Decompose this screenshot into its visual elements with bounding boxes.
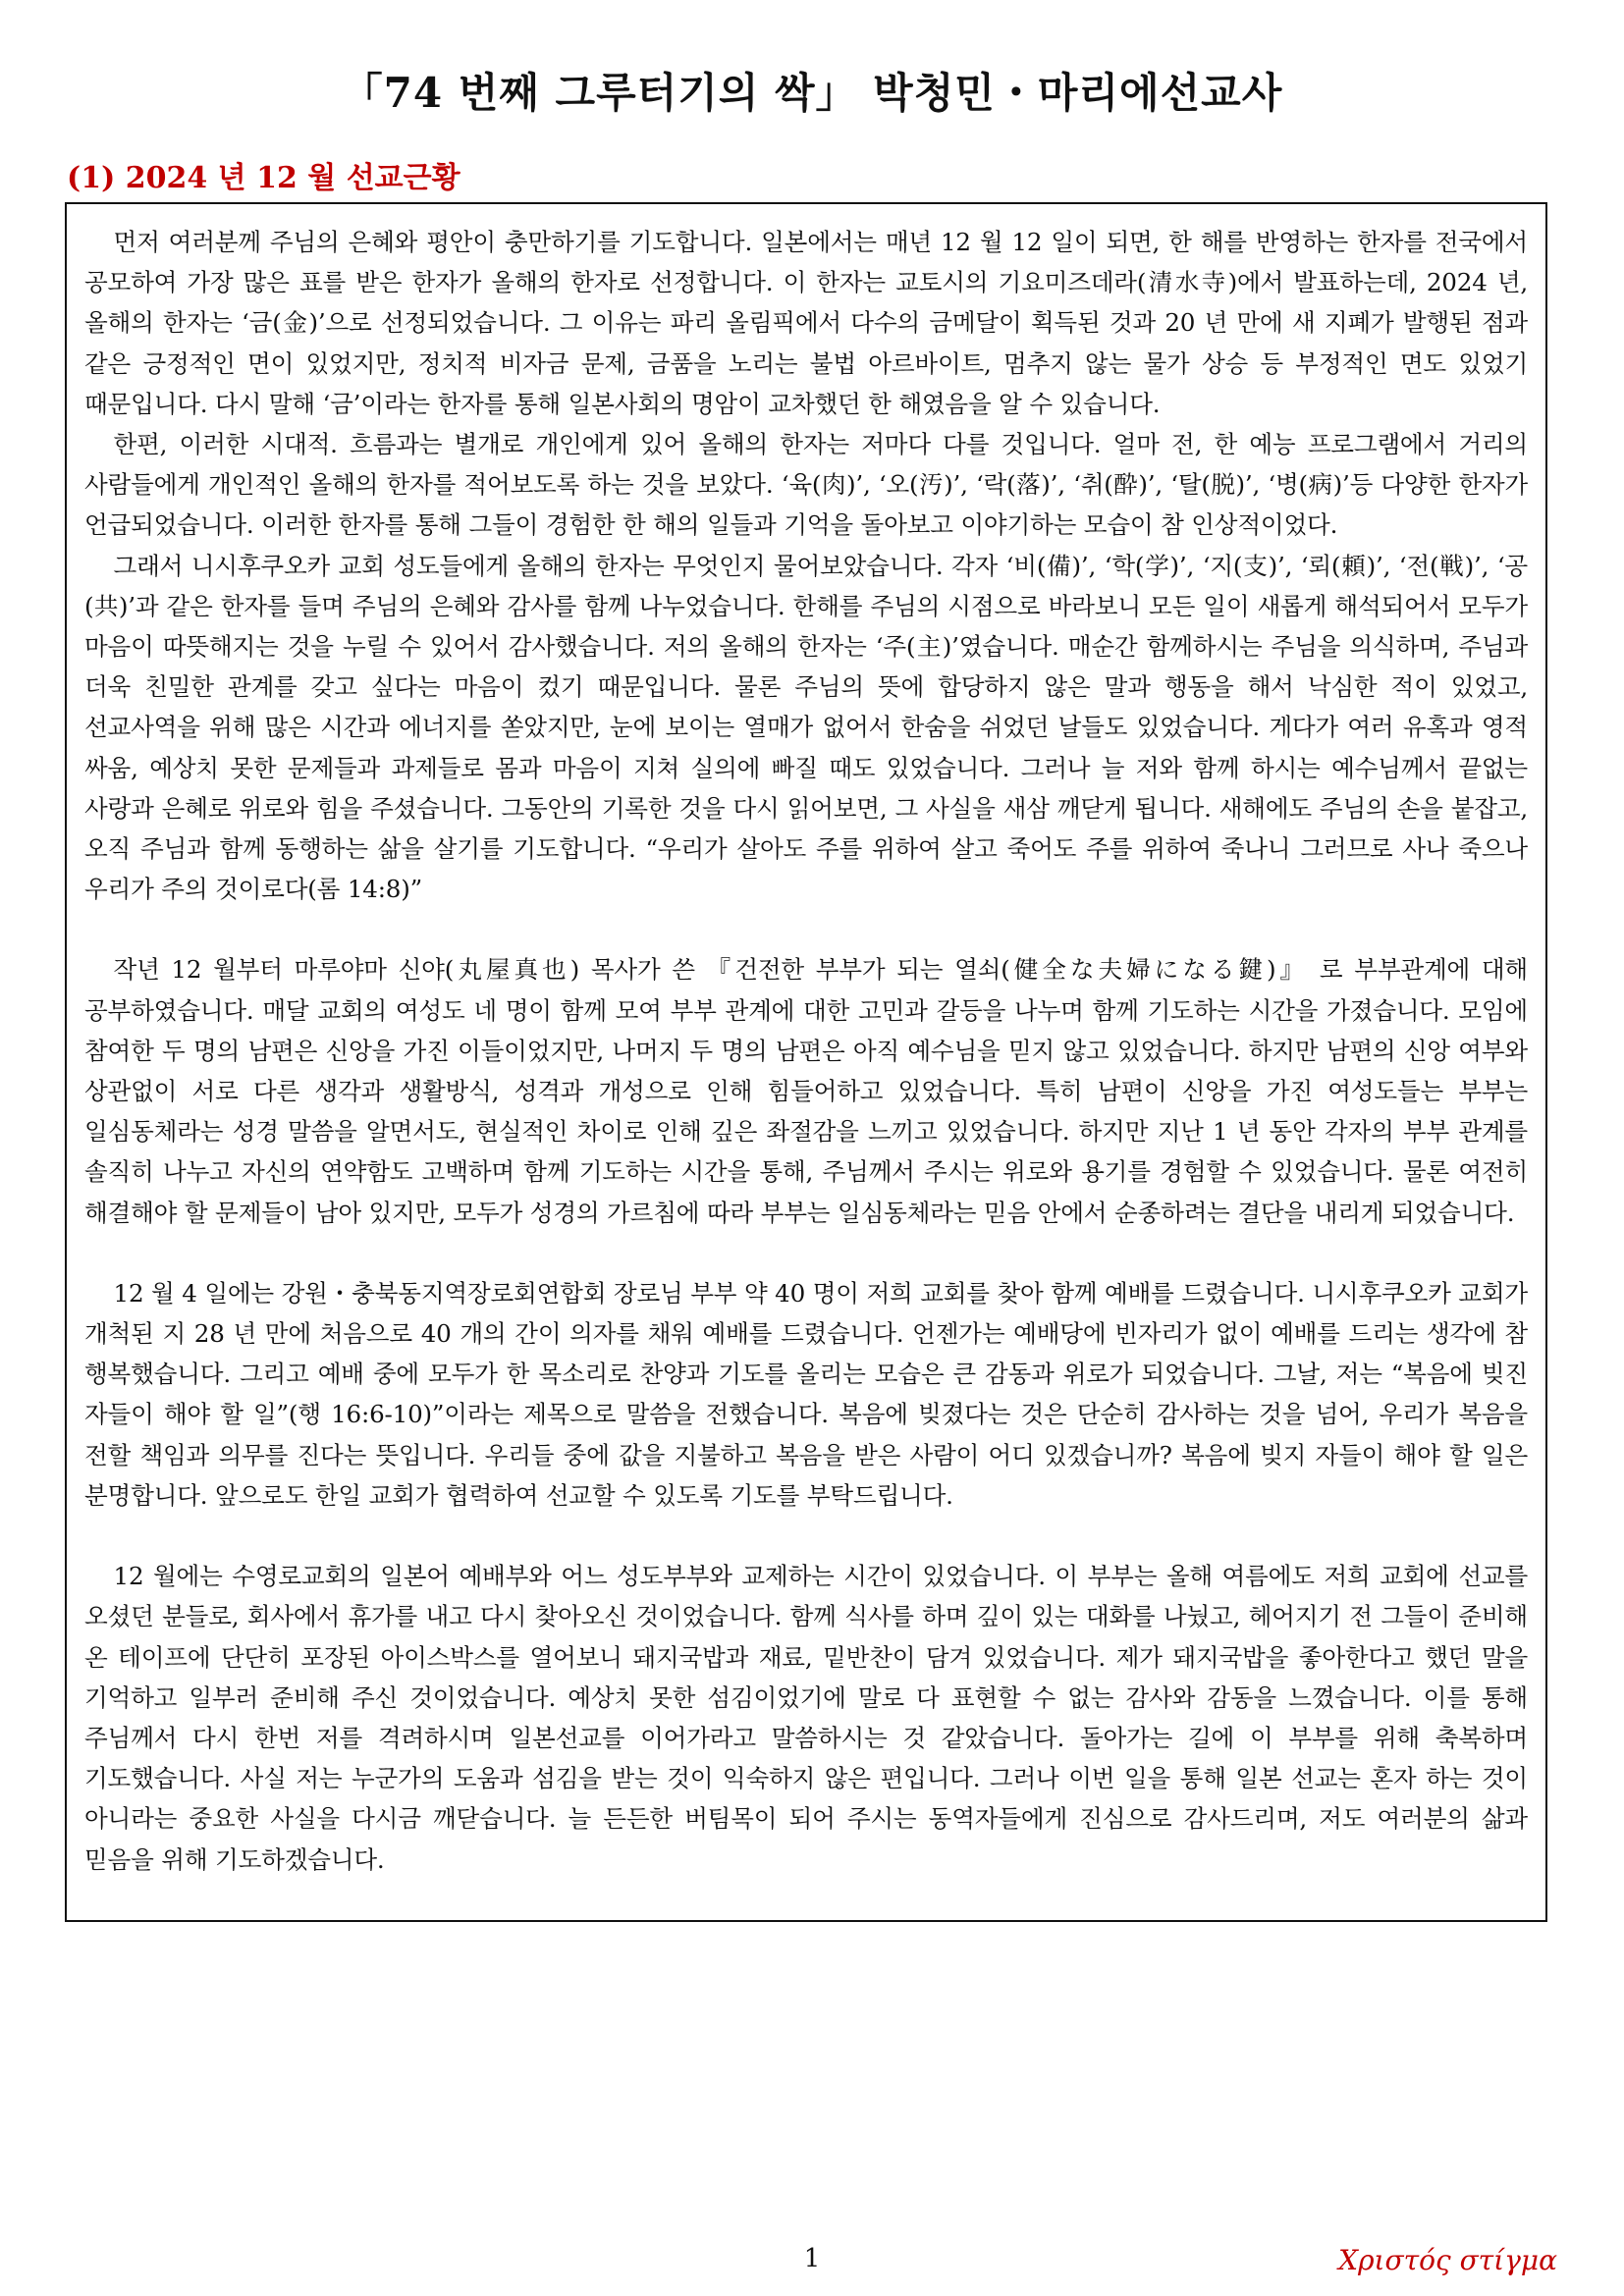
paragraph-4: 작년 12 월부터 마루야마 신야(丸屋真也) 목사가 쓴 『건전한 부부가 되는 열쇠(健全な夫婦になる鍵)』 로 부부관계에 대해 공부하였습니다. 매달 교회의 여성도 네 명이 함께 모여 부부 관계에 대한 고민과 갈등을 나누며 함께 기도하는 시간을 가졌습니다. 모임에 참여한 두 명의 남편은 신앙을 가진 이들이었지만, 나머지 두 명의 남편은 아직 예수님을 믿지 않고 있었습니다. 하지만 남편의 신앙 여부와 상관없이 서로 다른 생각과 생활방식, 성격과 개성으로 인해 힘들어하고 있었습니다. 특히 남편이 신앙을 가진 여성도들는 부부는 일심동체라는 성경 말씀을 알면서도, 현실적인 차이로 인해 깊은 좌절감을 느끼고 있었습니다. 하지만 지난 1 년 동안 각자의 부부 관계를 솔직히 나누고 자신의 연약함도 고백하며 함께 기도하는 시간을 통해, 주님께서 주시는 위로와 용기를 경험할 수 있었습니다. 물론 여전히 해결해야 할 문제들이 남아 있지만, 모두가 성경의 가르침에 따라 부부는 일심동체라는 믿음 안에서 순종하려는 결단을 내리게 되었습니다. bbox=[84, 955, 1528, 1227]
paragraph-5: 12 월 4 일에는 강원・충북동지역장로회연합회 장로님 부부 약 40 명이 저희 교회를 찾아 함께 예배를 드렸습니다. 니시후쿠오카 교회가 개척된 지 28 년 만에 처음으로 40 개의 간이 의자를 채워 예배를 드렸습니다. 언젠가는 예배당에 빈자리가 없이 예배를 드리는 생각에 참 행복했습니다. 그리고 예배 중에 모두가 한 목소리로 찬양과 기도를 올리는 모습은 큰 감동과 위로가 되었습니다. 그날, 저는 “복음에 빚진 자들이 해야 할 일”(행 16:6-10)”이라는 제목으로 말씀을 전했습니다. 복음에 빚졌다는 것은 단순히 감사하는 것을 넘어, 우리가 복음을 전할 책임과 의무를 진다는 뜻입니다. 우리들 중에 값을 지불하고 복음을 받은 사람이 어디 있겠습니까? 복음에 빚지 자들이 해야 할 일은 분명합니다. 앞으로도 한일 교회가 협력하여 선교할 수 있도록 기도를 부탁드립니다. bbox=[84, 1278, 1528, 1510]
content-box bbox=[65, 202, 1547, 1922]
paragraph-spacer bbox=[84, 1233, 1528, 1273]
paragraph-spacer bbox=[84, 1516, 1528, 1556]
paragraph-spacer bbox=[84, 909, 1528, 949]
paragraph-2: 한편, 이러한 시대적. 흐름과는 별개로 개인에게 있어 올해의 한자는 저마다 다를 것입니다. 얼마 전, 한 예능 프로그램에서 거리의 사람들에게 개인적인 올해의 한자를 적어보도록 하는 것을 보았다. ‘육(肉)’, ‘오(汚)’, ‘락(落)’, ‘취(酔)’, ‘탈(脱)’, ‘병(病)’등 다양한 한자가 언급되었습니다. 이러한 한자를 통해 그들이 경험한 한 해의 일들과 기억을 돌아보고 이야기하는 모습이 참 인상적이었다. bbox=[84, 430, 1528, 540]
paragraph-6: 12 월에는 수영로교회의 일본어 예배부와 어느 성도부부와 교제하는 시간이 있었습니다. 이 부부는 올해 여름에도 저희 교회에 선교를 오셨던 분들로, 회사에서 휴가를 내고 다시 찾아오신 것이었습니다. 함께 식사를 하며 깊이 있는 대화를 나눴고, 헤어지기 전 그들이 준비해 온 테이프에 단단히 포장된 아이스박스를 열어보니 돼지국밥과 재료, 밑반찬이 담겨 있었습니다. 제가 돼지국밥을 좋아한다고 했던 말을 기억하고 일부러 준비해 주신 것이었습니다. 예상치 못한 섬김이었기에 말로 다 표현할 수 없는 감사와 감동을 느꼈습니다. 이를 통해 주님께서 다시 한번 저를 격려하시며 일본선교를 이어가라고 말씀하시는 것 같았습니다. 돌아가는 길에 이 부부를 위해 축복하며 기도했습니다. 사실 저는 누군가의 도움과 섬김을 받는 것이 익숙하지 않은 편입니다. 그러나 이번 일을 통해 일본 선교는 혼자 하는 것이 아니라는 중요한 사실을 다시금 깨닫습니다. 늘 든든한 버팀목이 되어 주시는 동역자들에게 진심으로 감사드리며, 저도 여러분의 삶과 믿음을 위해 기도하겠습니다. bbox=[84, 1562, 1528, 1874]
page-number: 1 bbox=[803, 2244, 821, 2273]
footer-signature: Χριστός στίγμα bbox=[1338, 2244, 1557, 2276]
paragraph-1: 먼저 여러분께 주님의 은혜와 평안이 충만하기를 기도합니다. 일본에서는 매년 12 월 12 일이 되면, 한 해를 반영하는 한자를 전국에서 공모하여 가장 많은 표를 받은 한자가 올해의 한자로 선정합니다. 이 한자는 교토시의 기요미즈데라(清水寺)에서 발표하는데, 2024 년, 올해의 한자는 ‘금(金)’으로 선정되었습니다. 그 이유는 파리 올림픽에서 다수의 금메달이 획득된 것과 20 년 만에 새 지폐가 발행된 점과 같은 긍정적인 면이 있었지만, 정치적 비자금 문제, 금품을 노리는 불법 아르바이트, 멈추지 않는 물가 상승 등 부정적인 면도 있었기 때문입니다. 다시 말해 ‘금’이라는 한자를 통해 일본사회의 명암이 교차했던 한 해였음을 알 수 있습니다. bbox=[84, 228, 1528, 418]
paragraph-3: 그래서 니시후쿠오카 교회 성도들에게 올해의 한자는 무엇인지 물어보았습니다. 각자 ‘비(備)’, ‘학(学)’, ‘지(支)’, ‘뢰(頼)’, ‘전(戦)’, ‘공(共)’과 같은 한자를 들며 주님의 은혜와 감사를 함께 나누었습니다. 한해를 주님의 시점으로 바라보니 모든 일이 새롭게 해석되어서 모두가 마음이 따뜻해지는 것을 누릴 수 있어서 감사했습니다. 저의 올해의 한자는 ‘주(主)’였습니다. 매순간 함께하시는 주님을 의식하며, 주님과 더욱 친밀한 관계를 갖고 싶다는 마음이 컸기 때문입니다. 물론 주님의 뜻에 합당하지 않은 말과 행동을 해서 낙심한 적이 있었고, 선교사역을 위해 많은 시간과 에너지를 쏟았지만, 눈에 보이는 열매가 없어서 한숨을 쉬었던 날들도 있었습니다. 게다가 여러 유혹과 영적 싸움, 예상치 못한 문제들과 과제들로 몸과 마음이 지쳐 실의에 빠질 때도 있었습니다. 그러나 늘 저와 함께 하시는 예수님께서 끝없는 사랑과 은혜로 위로와 힘을 주셨습니다. 그동안의 기록한 것을 다시 읽어보면, 그 사실을 새삼 깨닫게 됩니다. 새해에도 주님의 손을 붙잡고, 오직 주님과 함께 동행하는 삶을 살기를 기도합니다. “우리가 살아도 주를 위하여 살고 죽어도 주를 위하여 죽나니 그러므로 사나 죽으나 우리가 주의 것이로다(롬 14:8)” bbox=[84, 551, 1528, 904]
section-heading: (1) 2024 년 12 월 선교근황 bbox=[67, 161, 460, 195]
page-title: 「74 번째 그루터기의 싹」 박청민・마리에선교사 bbox=[341, 69, 1283, 117]
